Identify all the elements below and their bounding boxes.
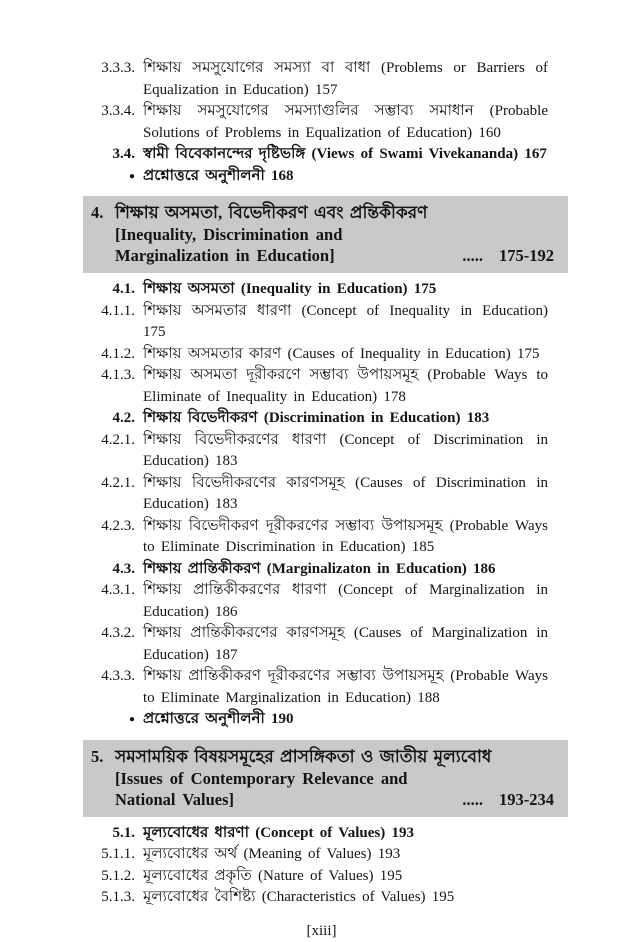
entry-gap <box>135 887 143 909</box>
entry-text: শিক্ষায় বিভেদীকরণ (Discrimination in Education) 183 <box>143 410 490 426</box>
section-title-bengali: সমসাময়িক বিষয়সমূহের প্রাসঙ্গিকতা ও জাতীয় মূল্যবোধ <box>115 746 492 766</box>
section-number: 4. <box>91 203 104 222</box>
section-heading-row <box>91 201 554 266</box>
toc-entry-row <box>95 866 548 888</box>
toc-entry-row <box>95 279 548 301</box>
entry-gap <box>135 866 143 888</box>
toc-entry-row <box>95 144 548 166</box>
entry-number: 4.2.1. <box>101 474 135 491</box>
entry-text: শিক্ষায় বিভেদীকরণের ধারণা (Concept of Discrimination in Education) 183 <box>143 431 548 469</box>
entry-gap <box>135 279 143 301</box>
bullet-icon-glyph: ● <box>128 170 135 182</box>
section-title-english-line2-row <box>115 789 554 810</box>
entry-number: 4.1.3. <box>101 367 135 383</box>
entry-text: শিক্ষায় প্রান্তিকীকরণের কারণসমূহ (Causes of Marginalization in Education) 187 <box>143 625 548 663</box>
entry-text: মূল্যবোধের প্রকৃতি (Nature of Values) 195 <box>143 867 403 884</box>
entry-number: 4.2. <box>112 410 135 426</box>
entry-text: স্বামী বিবেকানন্দের দৃষ্টিভঙ্গি (Views of Swami Vivekananda) 167 <box>143 146 547 162</box>
section-heading-content <box>115 201 554 266</box>
entry-text: প্রশ্নোত্তরে অনুশীলনী 168 <box>143 167 294 184</box>
toc-entry-row <box>95 887 548 909</box>
section-page-range: 175-192 <box>499 246 554 265</box>
section-heading-content <box>115 745 554 810</box>
toc-entry-row <box>95 365 548 408</box>
entry-text: শিক্ষায় বিভেদীকরণ দূরীকরণের সম্ভাব্য উপায়সমূহ (Probable Ways to Eliminate Discrimination in Education) 185 <box>143 517 548 555</box>
entry-gap <box>135 344 143 366</box>
entry-number: 4.3.1. <box>101 582 135 598</box>
toc-entry-row <box>95 473 548 516</box>
entry-text: শিক্ষায় অসমতার কারণ (Causes of Inequality in Education) 175 <box>143 345 540 362</box>
entry-gap <box>135 101 143 144</box>
entry-text: শিক্ষায় বিভেদীকরণের কারণসমূহ (Causes of Discrimination in Education) 183 <box>143 474 548 512</box>
section-heading-box <box>83 740 568 817</box>
entry-number: 4.3.3. <box>101 668 135 684</box>
entry-gap <box>135 623 143 666</box>
entry-number: 4.1. <box>112 281 135 297</box>
section-heading-box <box>83 196 568 273</box>
entry-number: 5.1.3. <box>101 889 135 905</box>
entry-number: 4.3.2. <box>101 625 135 641</box>
entry-gap <box>135 58 143 101</box>
entry-text: শিক্ষায় সমসুযোগের সমস্যা বা বাধা (Problems or Barriers of Equalization in Education) 157 <box>143 60 548 98</box>
entry-text: শিক্ষায় অসমতার ধারণা (Concept of Inequality in Education) 175 <box>143 302 548 340</box>
entry-gap <box>135 166 143 189</box>
entry-gap <box>135 580 143 623</box>
section-page-range-group <box>462 245 554 266</box>
section-title-english-line1: [Issues of Contemporary Relevance and <box>115 768 408 788</box>
entry-text: প্রশ্নোত্তরে অনুশীলনী 190 <box>143 711 294 727</box>
toc-entry-row <box>95 580 548 623</box>
leader-dots: ..... <box>462 789 483 809</box>
entry-text: শিক্ষায় অসমতা দূরীকরণে সম্ভাব্য উপায়সমূহ (Probable Ways to Eliminate of Inequality in Education) 178 <box>143 367 548 405</box>
toc-bullet-row <box>95 709 548 732</box>
entry-gap <box>135 666 143 709</box>
section-title-english-line2: Marginalization in Education] <box>115 246 335 265</box>
section-number: 5. <box>91 746 104 766</box>
bullet-icon <box>95 709 135 732</box>
entry-text: মূল্যবোধের বৈশিষ্ট্য (Characteristics of Values) 195 <box>143 889 455 905</box>
entry-gap <box>135 559 143 581</box>
section-title-bengali: শিক্ষায় অসমতা, বিভেদীকরণ এবং প্রন্তিকীকরণ <box>115 203 428 222</box>
toc-entry-row <box>95 559 548 581</box>
section-title-english-line1: [Inequality, Discrimination and <box>115 225 343 244</box>
entry-number: 3.3.3. <box>101 60 135 76</box>
toc-entry-row <box>95 430 548 473</box>
entry-number: 3.3.4. <box>101 103 135 119</box>
entry-text: মূল্যবোধের ধারণা (Concept of Values) 193 <box>143 824 414 841</box>
entry-gap <box>135 408 143 430</box>
table-of-contents <box>91 58 554 909</box>
entry-gap <box>135 473 143 516</box>
entry-text: শিক্ষায় প্রান্তিকীকরণের ধারণা (Concept of Marginalization in Education) 186 <box>143 582 548 620</box>
toc-entry-row <box>95 623 548 666</box>
toc-bullet-row <box>95 166 548 189</box>
toc-entry-row <box>95 516 548 559</box>
entry-gap <box>135 144 143 166</box>
toc-entry-row <box>95 823 548 845</box>
section-title-english-line2: National Values] <box>115 789 234 809</box>
entry-gap <box>135 301 143 344</box>
entry-number: 5.1.2. <box>101 867 135 884</box>
toc-entry-row <box>95 344 548 366</box>
entry-gap <box>135 516 143 559</box>
entry-text: মূল্যবোধের অর্থ (Meaning of Values) 193 <box>143 846 401 862</box>
bullet-icon-glyph: ● <box>128 714 135 725</box>
entry-number: 5.1. <box>112 824 135 841</box>
section-heading-row <box>91 745 554 810</box>
entry-number: 3.4. <box>112 146 135 162</box>
toc-entry-row <box>95 666 548 709</box>
toc-entry-row <box>95 101 548 144</box>
entry-text: শিক্ষায় অসমতা (Inequality in Education) 175 <box>143 281 437 297</box>
entry-gap <box>135 823 143 845</box>
toc-entry-row <box>95 301 548 344</box>
leader-dots: ..... <box>462 246 483 265</box>
entry-gap <box>135 844 143 866</box>
entry-number: 4.1.1. <box>101 302 135 319</box>
entry-number: 4.2.1. <box>101 431 135 448</box>
entry-number: 4.1.2. <box>101 345 135 362</box>
entry-number: 4.3. <box>112 560 135 577</box>
bullet-icon <box>95 166 135 189</box>
toc-entry-row <box>95 58 548 101</box>
entry-text: শিক্ষায় প্রান্তিকীকরণ দূরীকরণের সম্ভাব্য উপায়সমূহ (Probable Ways to Eliminate Marginalization in Education) 188 <box>143 668 548 706</box>
toc-entry-row <box>95 408 548 430</box>
entry-gap <box>135 365 143 408</box>
entry-number: 5.1.1. <box>101 846 135 862</box>
entry-gap <box>135 709 143 732</box>
entry-number: 4.2.3. <box>101 517 135 534</box>
section-page-range: 193-234 <box>499 789 554 809</box>
toc-entry-row <box>95 844 548 866</box>
entry-text: শিক্ষায় প্রান্তিকীকরণ (Marginalizaton in Education) 186 <box>143 560 496 577</box>
entry-text: শিক্ষায় সমসুযোগের সমস্যাগুলির সম্ভাব্য সমাধান (Probable Solutions of Problems in Equalization of Education) 160 <box>143 103 548 141</box>
section-page-range-group <box>462 789 554 810</box>
entry-gap <box>135 430 143 473</box>
page-number-footer: [xiii] <box>306 922 337 939</box>
section-title-english-line2-row <box>115 245 554 266</box>
